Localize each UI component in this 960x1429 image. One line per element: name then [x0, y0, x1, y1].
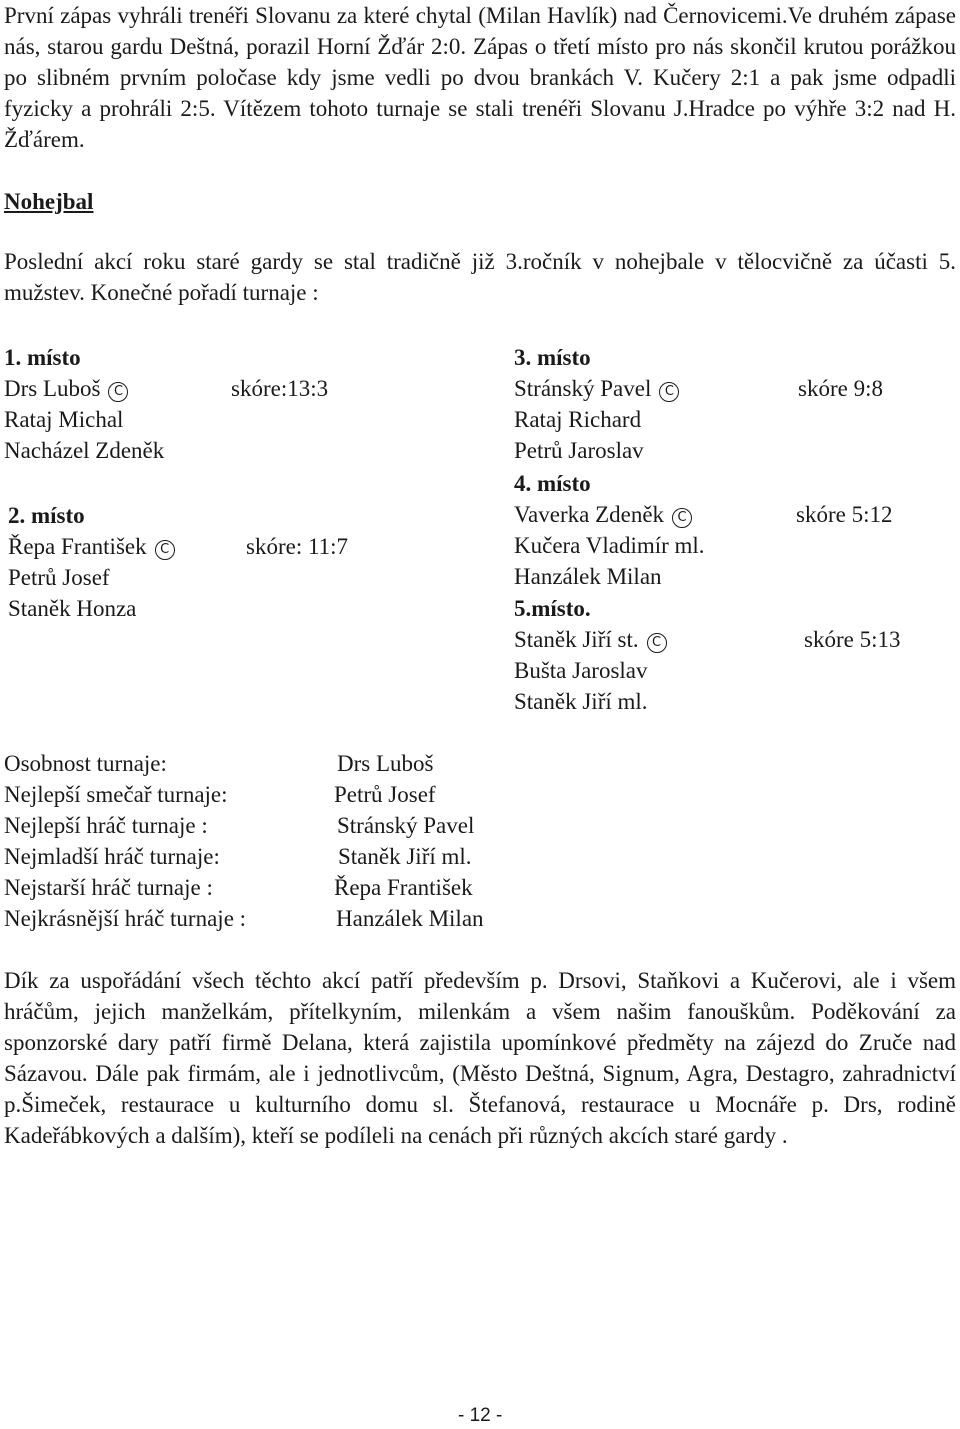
place-label: 2. místo — [8, 503, 85, 528]
captain-row — [514, 624, 954, 655]
placement-fifth — [514, 593, 954, 717]
player-name: Rataj Richard — [514, 407, 642, 432]
award-winner: Hanzálek Milan — [336, 906, 484, 931]
award-row — [4, 810, 604, 841]
thanks-paragraph: Dík za uspořádání všech těchto akcí patří především p. Drsovi, Staňkovi a Kučerovi, ale i všem hráčům, jejich manželkám, přítelkyním, milenkám a všem našim fanouškům. Poděkování za sponzorské dary patří firmě Delana, která zajistila upomínkové předměty na zájezd do Zruče nad Sázavou. Dále pak firmám, ale i jednotlivcům, (Město Deštná, Signum, Agra, Destagro, zahradnictví p.Šimeček, restaurace u kulturního domu sl. Štefanová, restaurace u Mocnáře p. Drs, rodině Kadeřábkových a dalším), kteří se podíleli na cenách při různých akcích staré gardy . — [4, 968, 956, 1148]
award-row — [4, 903, 604, 934]
award-winner: Staněk Jiří ml. — [338, 844, 472, 869]
captain-row — [4, 373, 484, 404]
captain-mark-icon: C — [108, 382, 128, 402]
place-label: 5.místo. — [514, 596, 591, 621]
placement-first — [4, 342, 484, 466]
score: skóre:13:3 — [231, 376, 329, 401]
award-label: Nejmladší hráč turnaje: — [4, 844, 220, 869]
player-name: Petrů Josef — [8, 565, 110, 590]
captain-name: Řepa František — [8, 534, 147, 559]
captain-mark-icon: C — [659, 382, 679, 402]
place-label: 4. místo — [514, 471, 591, 496]
captain-row — [8, 531, 488, 562]
award-winner: Drs Luboš — [337, 751, 434, 776]
player-name: Staněk Honza — [8, 596, 137, 621]
player-name: Staněk Jiří ml. — [514, 689, 648, 714]
award-label: Nejkrásnější hráč turnaje : — [4, 906, 247, 931]
placement-third — [514, 342, 954, 466]
award-winner: Petrů Josef — [334, 782, 436, 807]
award-row — [4, 748, 604, 779]
placement-second — [8, 500, 488, 624]
player-name: Hanzálek Milan — [514, 564, 662, 589]
player-name: Bušta Jaroslav — [514, 658, 648, 683]
player-name: Rataj Michal — [4, 407, 124, 432]
captain-mark-icon: C — [672, 508, 692, 528]
nohejbal-intro-paragraph: Poslední akcí roku staré gardy se stal tradičně již 3.ročník v nohejbale v tělocvičně za účasti 5. mužstev. Konečné pořadí turnaje : — [4, 249, 956, 305]
award-winner: Řepa František — [334, 875, 473, 900]
score: skóre: 11:7 — [246, 534, 348, 559]
placement-fourth — [514, 468, 954, 592]
score: skóre 5:12 — [796, 502, 893, 527]
award-label: Nejlepší hráč turnaje : — [4, 813, 208, 838]
player-name: Petrů Jaroslav — [514, 438, 644, 463]
captain-name: Staněk Jiří st. — [514, 627, 639, 652]
place-label: 3. místo — [514, 345, 591, 370]
score: skóre 5:13 — [804, 627, 901, 652]
award-row — [4, 872, 604, 903]
captain-mark-icon: C — [155, 540, 175, 560]
captain-row — [514, 373, 954, 404]
captain-row — [514, 499, 954, 530]
score: skóre 9:8 — [798, 376, 883, 401]
player-name: Kučera Vladimír ml. — [514, 533, 705, 558]
award-label: Osobnost turnaje: — [4, 751, 167, 776]
intro-paragraph: První zápas vyhráli trenéři Slovanu za které chytal (Milan Havlík) nad Černovicemi.Ve druhém zápase nás, starou gardu Deštná, porazil Horní Žďár 2:0. Zápas o třetí místo pro nás skončil krutou porážkou po slibném prvním poločase kdy jsme vedli po dvou brankách V. Kučery 2:1 a pak jsme odpadli fyzicky a prohráli 2:5. Vítězem tohoto turnaje se stali trenéři Slovanu J.Hradce po výhře 3:2 nad H. Žďárem. — [4, 3, 956, 152]
section-heading: Nohejbal — [4, 189, 94, 214]
award-row — [4, 779, 604, 810]
player-name: Nacházel Zdeněk — [4, 438, 165, 463]
place-label: 1. místo — [4, 345, 81, 370]
awards-list — [4, 748, 604, 934]
captain-name: Drs Luboš — [4, 376, 101, 401]
captain-name: Stránský Pavel — [514, 376, 652, 401]
captain-name: Vaverka Zdeněk — [514, 502, 665, 527]
award-winner: Stránský Pavel — [337, 813, 475, 838]
captain-mark-icon: C — [647, 633, 667, 653]
award-label: Nejstarší hráč turnaje : — [4, 875, 213, 900]
award-row — [4, 841, 604, 872]
page-number: - 12 - — [458, 1405, 503, 1426]
award-label: Nejlepší smečař turnaje: — [4, 782, 228, 807]
